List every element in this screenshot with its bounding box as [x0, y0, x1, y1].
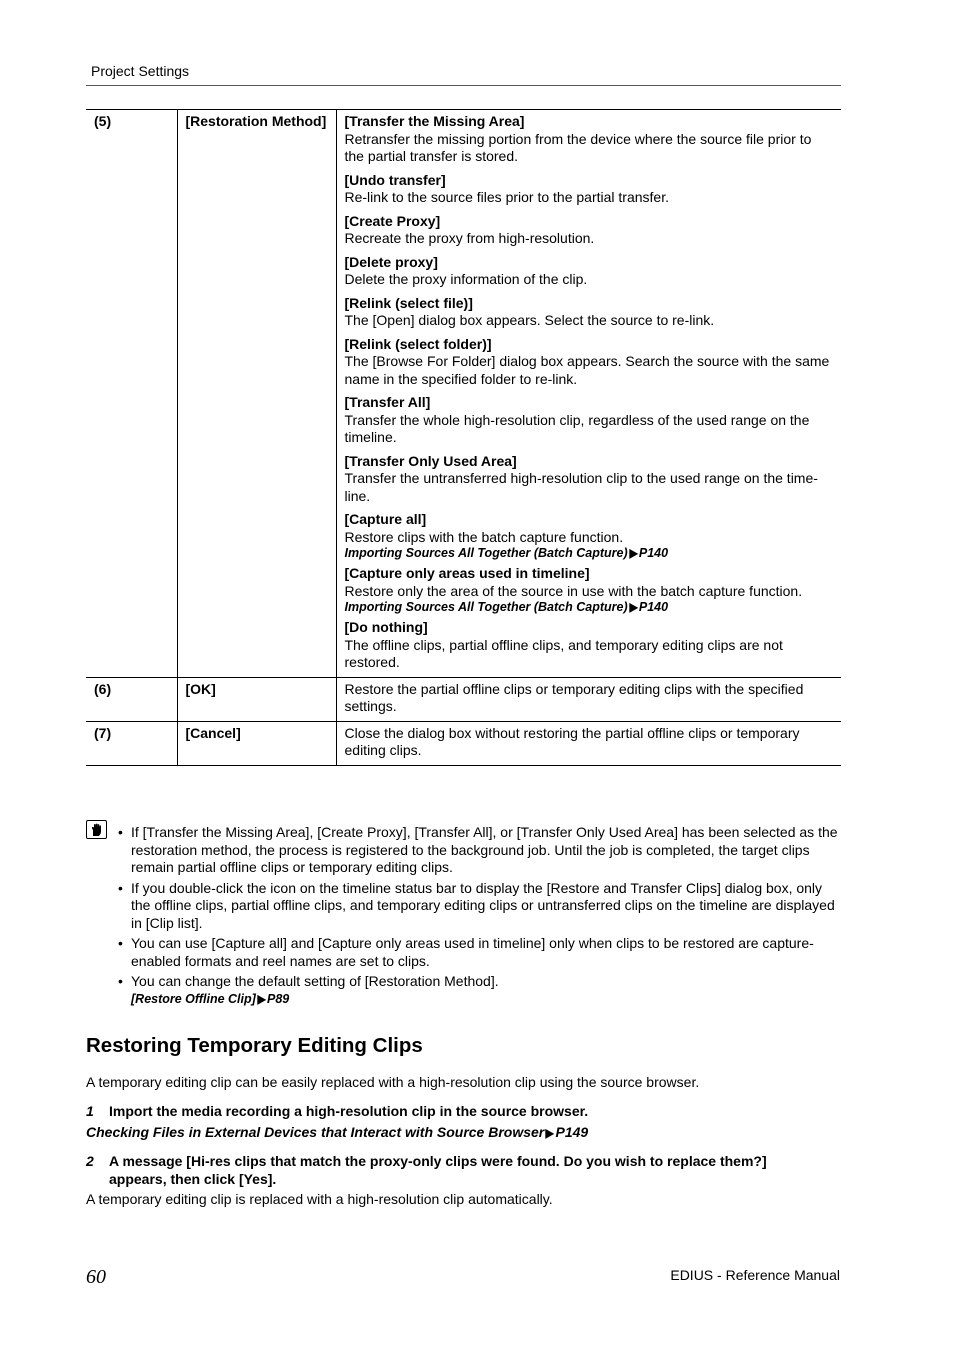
option-capture-only-used: [345, 565, 835, 615]
row-number: (5): [86, 110, 177, 678]
list-item: [118, 973, 840, 1007]
notes-list: [118, 824, 840, 1010]
option-title: [Transfer Only Used Area]: [344, 452, 517, 469]
option-title: [Create Proxy]: [344, 212, 441, 229]
hand-note-icon: [86, 820, 107, 839]
option-title: [Transfer the Missing Area]: [344, 113, 525, 129]
bullet-icon: •: [118, 824, 123, 840]
cross-reference-link[interactable]: [345, 600, 835, 615]
step-number: 2: [86, 1153, 94, 1169]
arrow-right-icon: ▶: [629, 546, 638, 560]
cross-reference-link[interactable]: [345, 546, 835, 561]
option-description: Recreate the proxy from high-resolution.: [344, 230, 595, 246]
option-do-nothing: [345, 619, 835, 672]
option-title: [Relink (select folder)]: [344, 335, 492, 352]
reference-title: Importing Sources All Together (Batch Capture): [344, 546, 628, 560]
option-create-proxy: [345, 213, 835, 248]
step-result: A temporary editing clip is replaced with a high-resolution clip automatically.: [86, 1191, 553, 1207]
option-title: [Capture all]: [344, 511, 427, 527]
option-title: [Transfer All]: [344, 394, 431, 410]
reference-page: P149: [555, 1124, 589, 1140]
list-item: [118, 935, 840, 970]
option-title: [Capture only areas used in timeline]: [344, 565, 590, 581]
row-item: [Restoration Method]: [177, 110, 336, 678]
section-heading: Restoring Temporary Editing Clips: [86, 1034, 423, 1057]
option-description: The [Browse For Folder] dialog box appears. Search the source with the same name in the specified folder to re-link.: [344, 353, 830, 387]
option-relink-select-file: [345, 295, 835, 330]
option-title: [Delete proxy]: [344, 253, 438, 270]
option-description: Transfer the untransferred high-resolution clip to the used range on the time-line.: [344, 470, 818, 504]
option-transfer-only-used-area: [345, 453, 835, 506]
note-text: You can change the default setting of [Restoration Method].: [131, 973, 499, 989]
option-relink-select-folder: [345, 336, 835, 389]
cross-reference-link[interactable]: [86, 1124, 588, 1140]
note-text: If [Transfer the Missing Area], [Create Proxy], [Transfer All], or [Transfer Only Used Area] has been selected as the restoration method, the process is registered to the background job. Until the job is completed, the target clips remain partial offline clips or temporary editing clips.: [131, 824, 838, 875]
hand-icon-glyph: [90, 823, 103, 837]
table-row: [86, 677, 841, 721]
step-2: [86, 1153, 826, 1188]
reference-page: P140: [638, 600, 669, 614]
row-item: [Cancel]: [177, 721, 336, 765]
table-row: [86, 110, 841, 678]
row-description: Restore the partial offline clips or temporary editing clips with the specified settings.: [336, 677, 841, 721]
reference-title: Importing Sources All Together (Batch Capture): [344, 600, 628, 614]
option-title: [Relink (select file)]: [344, 294, 473, 311]
row-description: [336, 110, 841, 678]
note-text: You can use [Capture all] and [Capture only areas used in timeline] only when clips to be restored are capture-enabled formats and reel names are set to clips.: [131, 935, 814, 969]
reference-page: P140: [638, 546, 669, 560]
option-description: Transfer the whole high-resolution clip, regardless of the used range on the timeline.: [344, 411, 810, 445]
bullet-icon: •: [118, 935, 123, 951]
row-item: [OK]: [177, 677, 336, 721]
list-item: [118, 824, 840, 877]
option-title: [Undo transfer]: [344, 171, 446, 188]
header-rule: [86, 85, 841, 86]
cross-reference-link[interactable]: [131, 992, 840, 1007]
option-capture-all: [345, 511, 835, 561]
option-description: The [Open] dialog box appears. Select the source to re-link.: [344, 312, 715, 328]
option-delete-proxy: [345, 254, 835, 289]
settings-table: [86, 109, 841, 766]
step-text: A message [Hi-res clips that match the proxy-only clips were found. Do you wish to replace them?] appears, then click [Yes].: [109, 1153, 767, 1187]
arrow-right-icon: ▶: [257, 991, 266, 1006]
bullet-icon: •: [118, 879, 123, 896]
row-description: Close the dialog box without restoring the partial offline clips or temporary editing clips.: [336, 721, 841, 765]
reference-title: Checking Files in External Devices that Interact with Source Browser: [86, 1124, 545, 1140]
row-number: (6): [86, 677, 177, 721]
option-description: Re-link to the source files prior to the partial transfer.: [344, 189, 669, 205]
option-title: [Do nothing]: [344, 619, 428, 635]
option-description: Restore clips with the batch capture function.: [344, 528, 624, 545]
bullet-icon: •: [118, 973, 123, 989]
row-number: (7): [86, 721, 177, 765]
option-description: Restore only the area of the source in use with the batch capture function.: [344, 582, 803, 599]
step-number: 1: [86, 1103, 94, 1119]
list-item: [118, 880, 840, 933]
manual-title: EDIUS - Reference Manual: [670, 1267, 840, 1283]
reference-page: P89: [267, 991, 290, 1006]
section-intro: A temporary editing clip can be easily replaced with a high-resolution clip using the source browser.: [86, 1074, 700, 1090]
arrow-right-icon: ▶: [545, 1126, 555, 1140]
step-1: [86, 1103, 826, 1121]
option-description: Retransfer the missing portion from the device where the source file prior to the partial transfer is stored.: [344, 130, 812, 164]
option-transfer-missing-area: [345, 113, 835, 166]
arrow-right-icon: ▶: [629, 600, 638, 614]
option-transfer-all: [345, 394, 835, 447]
page-number: 60: [86, 1266, 106, 1288]
option-description: The offline clips, partial offline clips, and temporary editing clips are not restored.: [344, 636, 783, 670]
note-text: If you double-click the icon on the timeline status bar to display the [Restore and Transfer Clips] dialog box, only the offline clips, partial offline clips, and temporary editing clips or untransferred clips on the timeline are displayed in [Clip list].: [131, 879, 835, 931]
option-undo-transfer: [345, 172, 835, 207]
reference-title: [Restore Offline Clip]: [131, 991, 256, 1006]
option-description: Delete the proxy information of the clip.: [344, 271, 588, 287]
step-text: Import the media recording a high-resolution clip in the source browser.: [109, 1103, 589, 1119]
header-section-label: Project Settings: [91, 63, 190, 79]
table-row: [86, 721, 841, 765]
